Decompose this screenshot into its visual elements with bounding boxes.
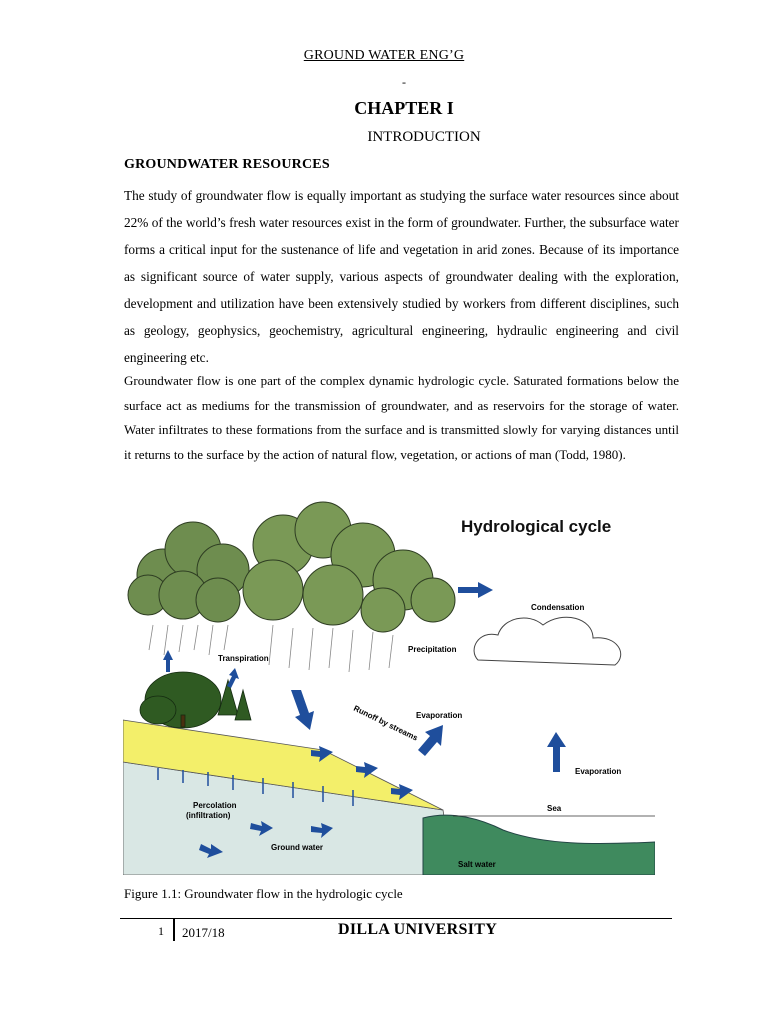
evaporation-arrow-land xyxy=(418,725,443,756)
rain-arrow xyxy=(291,690,314,730)
transpiration-arrow-2 xyxy=(227,668,239,688)
label-precipitation: Precipitation xyxy=(408,645,457,654)
footer-divider xyxy=(173,919,175,941)
label-infiltration: (infiltration) xyxy=(186,811,231,820)
figure-title: Hydrological cycle xyxy=(461,517,612,536)
figure-caption: Figure 1.1: Groundwater flow in the hydrologic cycle xyxy=(124,886,403,901)
paragraph-2: Groundwater flow is one part of the complex dynamic hydrologic cycle. Saturated formations below the surface act as mediums for the transmission of groundwater, and as reservoirs for the storage of water. Water infiltrates to these formations from the surface and is transmitted slowly for varying distances until it returns to the surface by the action of natural flow, vegetation, or actions of man (Todd, 1980). xyxy=(124,373,679,462)
label-sea: Sea xyxy=(547,804,562,813)
precipitation-arrow xyxy=(458,582,493,598)
page-number: 1 xyxy=(158,924,164,938)
running-header: GROUND WATER ENG’G xyxy=(303,48,465,63)
chapter-number: CHAPTER I xyxy=(354,98,454,118)
label-evaporation-sea: Evaporation xyxy=(575,767,622,776)
label-percolation: Percolation xyxy=(193,801,237,810)
paragraph-1: The study of groundwater flow is equally important as studying the surface water resources since about 22% of the world’s fresh water resources exist in the form of groundwater. Further, the subsurface water forms a critical input for the sustenance of life and vegetation in arid zones. Because of its importance as significant source of water supply, various aspects of groundwater dealing with the exploration, development and utilization have been extensively studied by workers from different disciplines, such as geology, geophysics, geochemistry, agricultural engineering, hydraulic engineering and civil engineering etc. xyxy=(124,188,679,365)
cloud-right xyxy=(243,502,455,632)
evaporation-arrow-sea xyxy=(547,732,566,772)
label-transpiration: Transpiration xyxy=(218,654,269,663)
label-condensation: Condensation xyxy=(531,603,585,612)
label-ground-water: Ground water xyxy=(271,843,324,852)
chapter-title: INTRODUCTION xyxy=(367,129,481,145)
section-heading: GROUNDWATER RESOURCES xyxy=(124,157,330,172)
label-runoff: Runoff by streams xyxy=(352,703,420,743)
footer-university: DILLA UNIVERSITY xyxy=(338,921,498,938)
cloud-left xyxy=(128,522,249,622)
hydrologic-cycle-figure xyxy=(123,500,655,875)
condensation-cloud xyxy=(474,617,621,665)
header-dash: - xyxy=(402,75,406,89)
rain xyxy=(149,625,393,672)
label-salt-water: Salt water xyxy=(458,860,496,869)
label-evaporation-land: Evaporation xyxy=(416,711,463,720)
footer-rule xyxy=(120,918,672,919)
footer-year: 2017/18 xyxy=(182,925,225,940)
